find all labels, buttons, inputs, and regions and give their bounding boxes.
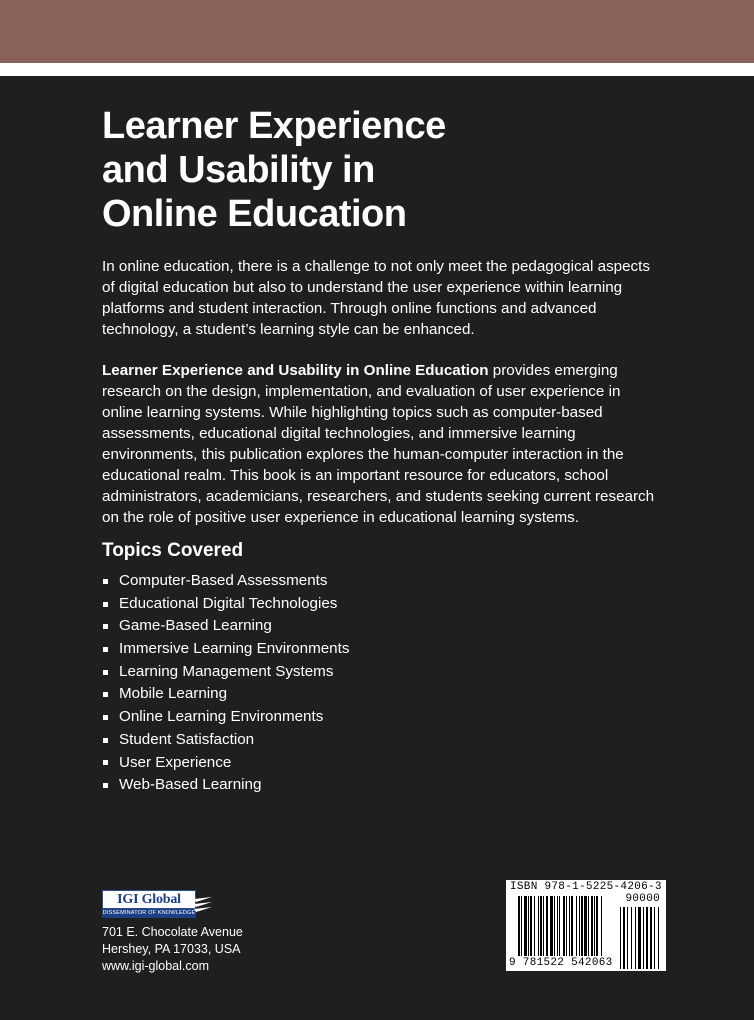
barcode-bar [524,896,527,956]
logo-wordmark: IGI Global [102,890,196,909]
barcode-bar [594,896,595,956]
price-code: 90000 [625,893,660,905]
barcode-bar [538,896,539,956]
topics-list [102,570,349,797]
barcode-addon-bar [635,907,636,969]
intro-paragraph: In online education, there is a challenge to not only meet the pedagogical aspects of digital education but also to understand the user experience within learning platforms and student interaction. Through online functions and advanced technology, a student’s learning style can be enhanced. [102,258,650,338]
list-item [102,638,349,661]
title-line: Online Education [102,193,407,235]
list-item [102,774,349,797]
barcode-bar [518,896,520,956]
isbn-barcode [506,880,666,971]
barcode-addon-bar [646,907,648,969]
barcode-bar [581,896,583,956]
topic-label: Educational Digital Technologies [119,594,338,612]
bullet-icon [103,670,108,675]
barcode-addon-bar [638,907,641,969]
bullet-icon [103,624,108,629]
barcode-bar [540,896,542,956]
barcode-digits: 9 781522 542063 [509,957,613,969]
list-item [102,570,349,593]
barcode-addon-bar [658,907,659,969]
barcode-bar [557,896,558,956]
barcode-addon-bar [631,907,632,969]
publisher-address [102,924,243,975]
title-line: Learner Experience [102,105,446,147]
bullet-icon [103,692,108,697]
description-paragraph [102,360,662,528]
barcode-bar [559,896,560,956]
topic-label: Computer-Based Assessments [119,572,328,589]
list-item [102,661,349,684]
list-item [102,729,349,752]
barcode-bar [546,896,548,956]
barcode-bar [530,896,532,956]
list-item [102,706,349,729]
barcode-bar [534,896,535,956]
barcode-addon-bar [643,907,644,969]
barcode-bar [579,896,580,956]
barcode-bar [543,896,544,956]
list-item [102,593,349,616]
barcode-bar [591,896,593,956]
barcode-bar [601,896,602,956]
topic-label: Web-Based Learning [119,776,262,794]
barcode-bar [596,896,598,956]
description-book-title: Learner Experience and Usability in Online Education [102,362,489,379]
logo-swoosh-icon [194,896,214,912]
logo-tagline: DISSEMINATOR OF KNOWLEDGE [102,910,196,916]
book-title [102,104,662,236]
topic-label: Game-Based Learning [119,617,272,635]
barcode-bar [563,896,565,956]
barcode-addon-bar [623,907,625,969]
list-item [102,752,349,775]
barcode-bar [528,896,529,956]
barcode-bar [576,896,577,956]
topic-label: Online Learning Environments [119,708,324,726]
bullet-icon [103,647,108,652]
bullet-icon [103,760,108,765]
address-street: 701 E. Chocolate Avenue [102,925,243,939]
isbn-number: ISBN 978-1-5225-4206-3 [510,881,662,893]
white-divider-stripe [0,63,754,76]
list-item [102,683,349,706]
topic-label: User Experience [119,753,232,771]
title-line: and Usability in [102,149,375,191]
bullet-icon [103,783,108,788]
description-text: provides emerging research on the design, implementation, and evaluation of user experience in online learning systems. While highlighting topics such as computer-based assessments, educational digital technologies, and immersive learning environments, this publication explores the human-computer interaction in the educational realm. This book is an important resource for educators, school administrators, academicians, researchers, and students seeking current research on the role of positive user experience in educational learning systems. [102,362,655,526]
publisher-logo [102,890,213,918]
bullet-icon [103,602,108,607]
barcode-addon-bar [650,907,652,969]
topic-label: Mobile Learning [119,685,228,703]
barcode-bar [554,896,555,956]
barcode-bar [584,896,587,956]
bullet-icon [103,579,108,584]
barcode-bar [550,896,553,956]
topic-label: Learning Management Systems [119,662,334,680]
barcode-addon-bar [654,907,655,969]
barcode-bar [571,896,573,956]
list-item [102,615,349,638]
bullet-icon [103,738,108,743]
top-color-band [0,0,754,63]
topic-label: Student Satisfaction [119,730,255,748]
barcode-bar [569,896,570,956]
barcode-bar [588,896,589,956]
address-city: Hershey, PA 17033, USA [102,942,241,956]
topics-heading: Topics Covered [102,540,244,561]
bullet-icon [103,715,108,720]
publisher-website: www.igi-global.com [102,959,209,973]
barcode-bar [566,896,567,956]
barcode-addon-bar [620,907,621,969]
barcode-bar [521,896,522,956]
barcode-addon-bar [627,907,628,969]
topic-label: Immersive Learning Environments [119,640,350,658]
